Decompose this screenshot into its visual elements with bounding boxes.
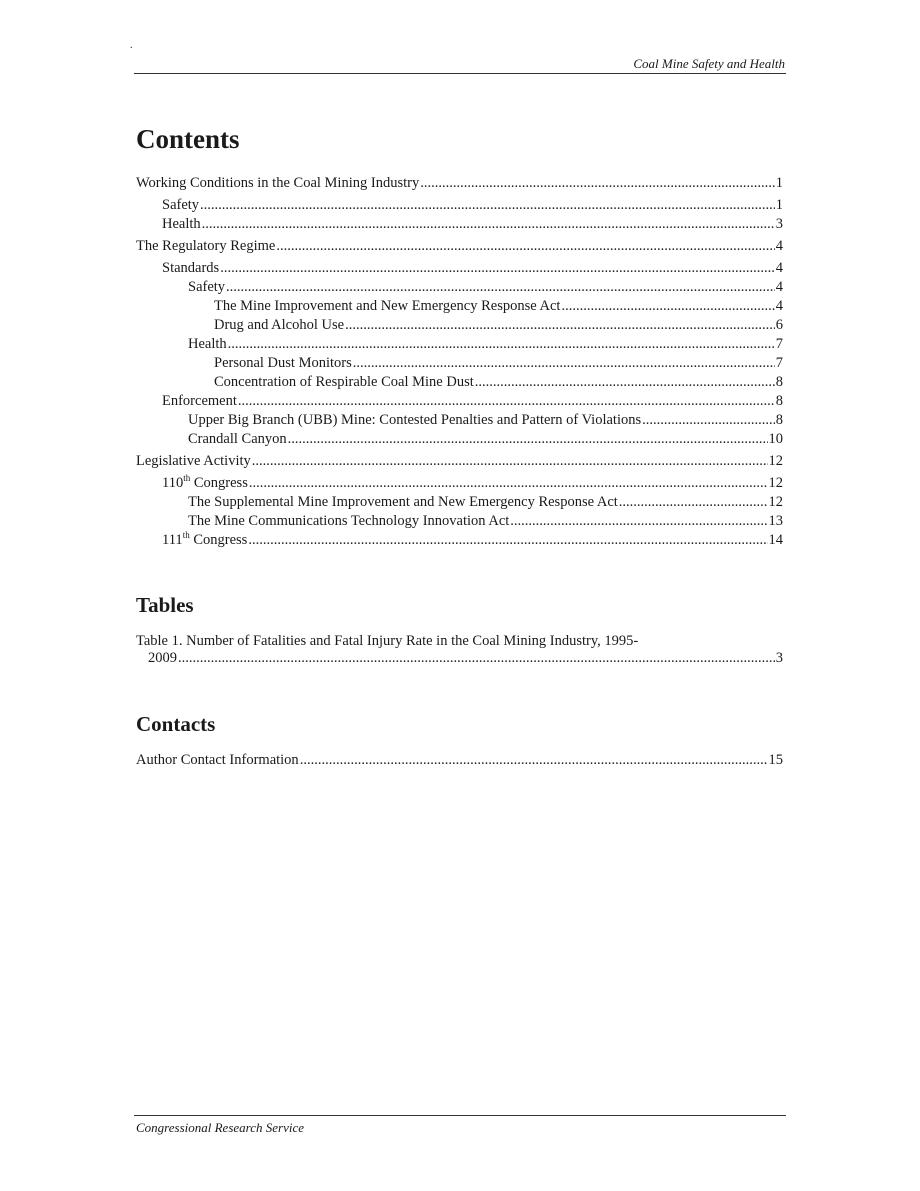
- table-entry-title: Table 1. Number of Fatalities and Fatal Injury Rate in the Coal Mining Industry, 1995-: [136, 633, 639, 649]
- congress-number: 111: [162, 532, 183, 548]
- congress-number: 110: [162, 475, 184, 491]
- toc-entry-110th-congress[interactable]: [136, 475, 783, 494]
- toc-entry-text: Safety: [162, 197, 200, 213]
- footer-publisher: Congressional Research Service: [136, 1120, 304, 1135]
- contacts-heading: Contacts: [136, 712, 216, 736]
- toc-entry-text: Concentration of Respirable Coal Mine Dust: [214, 374, 474, 390]
- toc-leader-dots: [510, 513, 767, 530]
- toc-entry-regulatory-regime[interactable]: [136, 238, 783, 260]
- toc-entry-text: Author Contact Information: [136, 752, 299, 768]
- footer-rule: [134, 1115, 786, 1116]
- toc-page-number: 7: [775, 355, 783, 371]
- toc-entry-table-1[interactable]: [136, 633, 783, 667]
- toc-leader-dots: [619, 494, 768, 511]
- tables-heading: Tables: [136, 593, 194, 617]
- toc-leader-dots: [249, 475, 768, 492]
- scan-mark: .: [130, 40, 133, 51]
- toc-page-number: 1: [775, 197, 783, 213]
- toc-entry-111th-congress[interactable]: [136, 532, 783, 551]
- toc-entry-text: The Supplemental Mine Improvement and New Emergency Response Act: [188, 494, 618, 510]
- toc-page-number: 1: [775, 175, 783, 191]
- toc-entry-text: Upper Big Branch (UBB) Mine: Contested Penalties and Pattern of Violations: [188, 412, 642, 428]
- toc-entry-text: Crandall Canyon: [188, 431, 287, 447]
- toc-entry-text: [162, 475, 248, 492]
- toc-entry-drug-alcohol[interactable]: [136, 317, 783, 336]
- toc-leader-dots: [642, 412, 775, 429]
- toc-page-number: 13: [768, 513, 783, 529]
- toc-leader-dots: [202, 216, 775, 233]
- toc-page-number: 6: [775, 317, 783, 333]
- toc-entry-dust-monitors[interactable]: [136, 355, 783, 374]
- congress-label: Congress: [189, 532, 248, 548]
- table-entry-year: 2009: [148, 650, 177, 666]
- toc-page-number: 3: [775, 650, 783, 666]
- toc-page-number: 3: [775, 216, 783, 232]
- toc-entry-text: Working Conditions in the Coal Mining Industry: [136, 175, 420, 191]
- toc-leader-dots: [220, 260, 775, 277]
- toc-page-number: 8: [775, 374, 783, 390]
- toc-entry-standards-health[interactable]: [136, 336, 783, 355]
- header-rule: [134, 73, 786, 74]
- toc-leader-dots: [226, 279, 775, 296]
- toc-entry-text: [162, 532, 247, 549]
- toc-entry-mine-communications-act[interactable]: [136, 513, 783, 532]
- toc-entry-supplemental-miner-act[interactable]: [136, 494, 783, 513]
- toc-page-number: 15: [768, 752, 783, 768]
- toc-leader-dots: [353, 355, 775, 372]
- congress-label: Congress: [190, 475, 248, 491]
- toc-entry-text: Enforcement: [162, 393, 237, 409]
- toc-page-number: 12: [768, 475, 783, 491]
- toc-entry-text: The Mine Improvement and New Emergency Response Act: [214, 298, 561, 314]
- toc-page-number: 4: [775, 238, 783, 254]
- toc-entry-text: The Regulatory Regime: [136, 238, 276, 254]
- toc-page-number: 4: [775, 260, 783, 276]
- toc-page-number: 7: [775, 336, 783, 352]
- toc-page-number: 10: [768, 431, 783, 447]
- toc-leader-dots: [178, 650, 775, 667]
- toc-leader-dots: [300, 752, 768, 769]
- toc-entry-crandall-canyon[interactable]: [136, 431, 783, 453]
- toc-page-number: 4: [775, 279, 783, 295]
- toc-leader-dots: [228, 336, 775, 353]
- toc-leader-dots: [420, 175, 775, 192]
- ordinal-suffix: th: [182, 530, 190, 541]
- toc-leader-dots: [475, 374, 775, 391]
- toc-entry-enforcement[interactable]: [136, 393, 783, 412]
- toc-entry-standards-safety[interactable]: [136, 279, 783, 298]
- ordinal-suffix: th: [183, 473, 191, 484]
- toc-entry-text: Standards: [162, 260, 220, 276]
- table-entry-continuation: [136, 650, 783, 667]
- toc-entry-respirable-dust[interactable]: [136, 374, 783, 393]
- toc-leader-dots: [200, 197, 775, 214]
- running-header-title: Coal Mine Safety and Health: [633, 56, 785, 71]
- toc-page-number: 8: [775, 393, 783, 409]
- toc-leader-dots: [288, 431, 768, 448]
- contents-list: [136, 175, 783, 551]
- toc-entry-text: Drug and Alcohol Use: [214, 317, 345, 333]
- contacts-list: [136, 752, 783, 769]
- toc-entry-standards[interactable]: [136, 260, 783, 279]
- toc-page-number: 14: [768, 532, 783, 548]
- toc-entry-safety[interactable]: [136, 197, 783, 216]
- toc-entry-ubb-mine[interactable]: [136, 412, 783, 431]
- toc-leader-dots: [561, 298, 774, 315]
- toc-leader-dots: [276, 238, 774, 255]
- toc-entry-miner-act[interactable]: [136, 298, 783, 317]
- toc-entry-text: Health: [188, 336, 227, 352]
- toc-entry-health[interactable]: [136, 216, 783, 238]
- toc-entry-text: Legislative Activity: [136, 453, 251, 469]
- contents-heading: Contents: [136, 124, 240, 154]
- toc-entry-working-conditions[interactable]: [136, 175, 783, 197]
- toc-leader-dots: [252, 453, 768, 470]
- toc-page-number: 4: [775, 298, 783, 314]
- toc-leader-dots: [345, 317, 775, 334]
- toc-entry-text: Safety: [188, 279, 226, 295]
- toc-entry-text: Personal Dust Monitors: [214, 355, 352, 371]
- toc-entry-legislative-activity[interactable]: [136, 453, 783, 475]
- toc-page-number: 12: [768, 453, 783, 469]
- toc-leader-dots: [248, 532, 767, 549]
- toc-page-number: 8: [775, 412, 783, 428]
- toc-page-number: 12: [768, 494, 783, 510]
- toc-leader-dots: [238, 393, 775, 410]
- toc-entry-text: The Mine Communications Technology Innovation Act: [188, 513, 510, 529]
- toc-entry-author-contact[interactable]: [136, 752, 783, 769]
- toc-entry-text: Health: [162, 216, 201, 232]
